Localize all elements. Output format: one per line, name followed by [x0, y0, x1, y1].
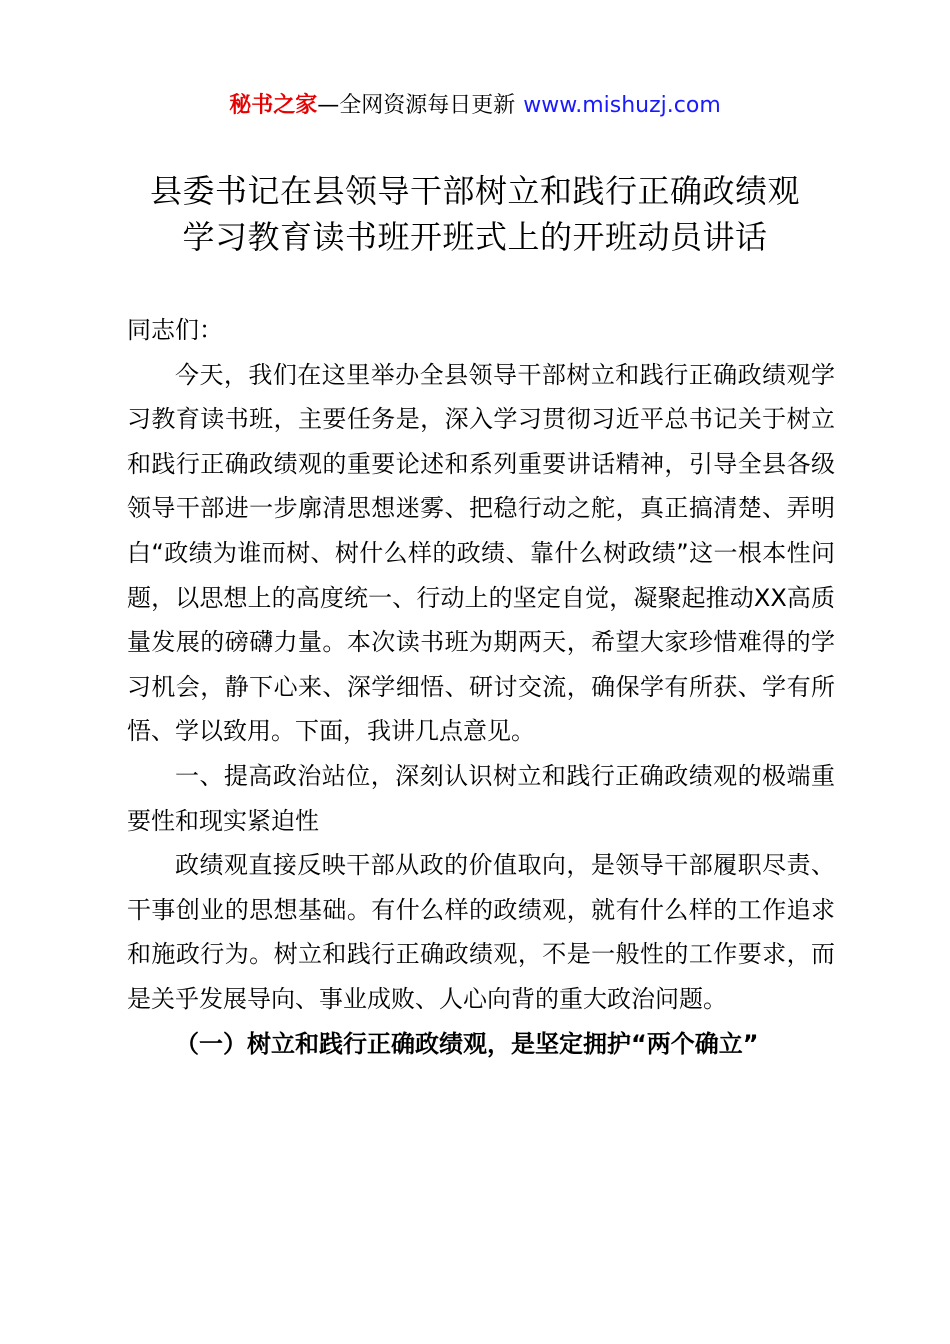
title-line-2: 学习教育读书班开班式上的开班动员讲话 — [182, 218, 768, 256]
section-heading-1: 一、提高政治站位，深刻认识树立和践行正确政绩观的极端重要性和现实紧迫性 — [127, 761, 835, 835]
paragraph-section-1: 政绩观直接反映干部从政的价值取向，是领导干部履职尽责、干事创业的思想基础。有什么样的政绩观，就有什么样的工作追求和施政行为。树立和践行正确政绩观，不是一般性的工作要求，而是关乎发展导向、事业成败、人心向背的重大政治问题。 — [127, 851, 835, 1013]
title-line-1: 县委书记在县领导干部树立和践行正确政绩观 — [149, 172, 800, 210]
salutation: 同志们： — [127, 316, 223, 344]
document-body — [127, 308, 835, 1066]
brand-name: 秘书之家 — [229, 93, 318, 118]
paragraph-intro: 今天，我们在这里举办全县领导干部树立和践行正确政绩观学习教育读书班，主要任务是，深入学习贯彻习近平总书记关于树立和践行正确政绩观的重要论述和系列重要讲话精神，引导全县各级领导干部进一步廓清思想迷雾、把稳行动之舵，真正搞清楚、弄明白“政绩为谁而树、树什么样的政绩、靠什么树政绩”这一根本性问题，以思想上的高度统一、行动上的坚定自觉，凝聚起推动XX高质量发展的磅礴力量。本次读书班为期两天，希望大家珍惜难得的学习机会，静下心来、深学细悟、研讨交流，确保学有所获、学有所悟、学以致用。下面，我讲几点意见。 — [127, 360, 835, 746]
document-title — [60, 168, 890, 260]
subheading-1: （一）树立和践行正确政绩观，是坚定拥护“两个确立” — [175, 1029, 759, 1058]
site-link[interactable]: www.mishuzj.com — [523, 93, 721, 118]
header-tagline: —全网资源每日更新 — [317, 93, 516, 118]
site-header — [0, 86, 950, 126]
